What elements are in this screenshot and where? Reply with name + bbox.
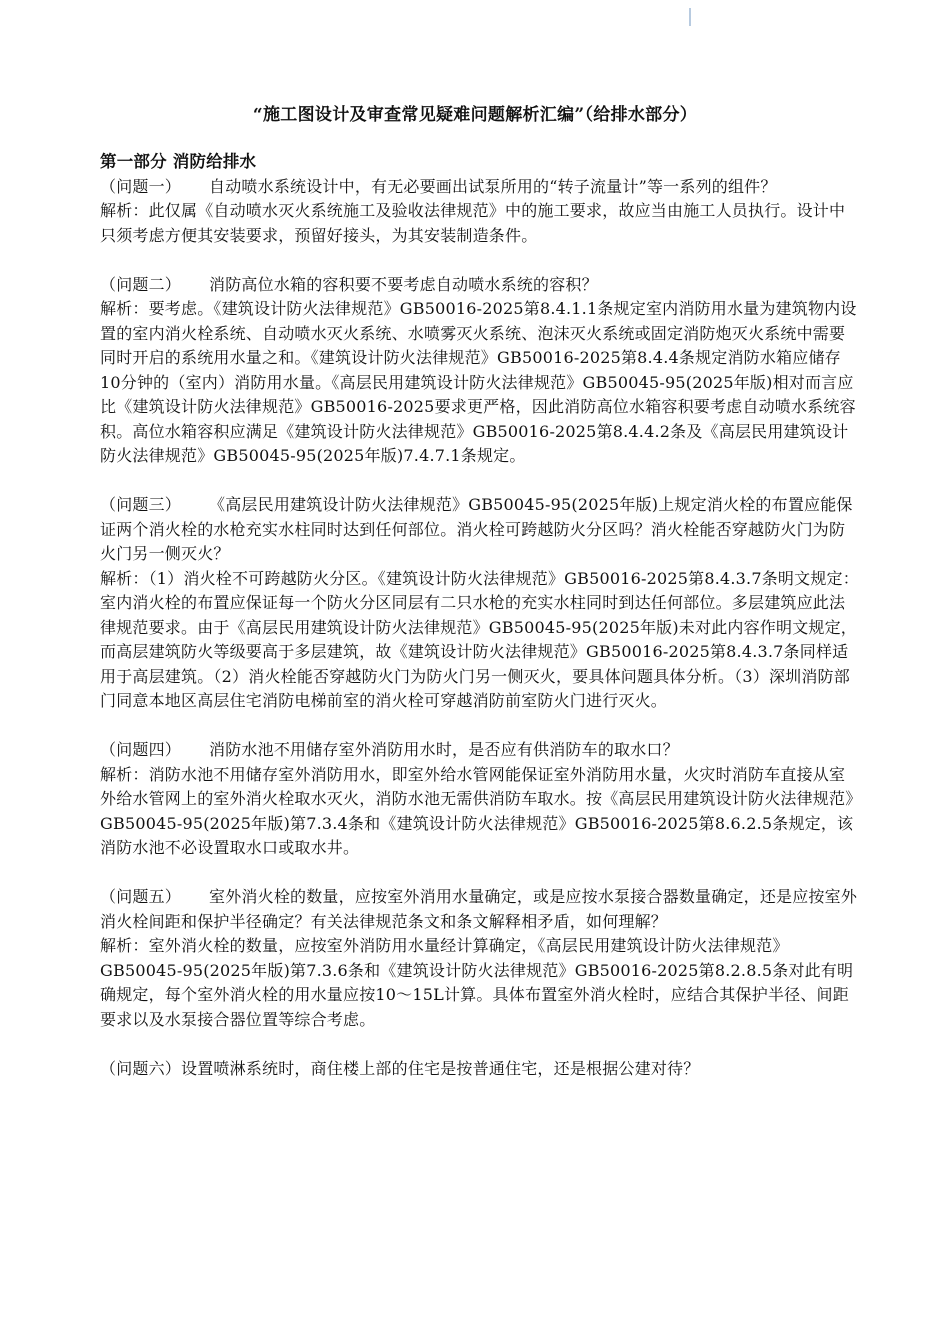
- document-body: [100, 150, 860, 1106]
- question-1: [100, 175, 860, 200]
- question-6: [100, 1057, 860, 1082]
- qa-block-6: [100, 1057, 860, 1082]
- answer-1: 解析：此仅属《自动喷水灭火系统施工及验收法律规范》中的施工要求，故应当由施工人员执行。设计中只须考虑方便其安装要求，预留好接头，为其安装制造条件。: [100, 201, 846, 245]
- question-text: 消防水池不用储存室外消防用水时，是否应有供消防车的取水口？: [209, 740, 679, 759]
- question-text: 室外消火栓的数量，应按室外消用水量确定，或是应按水泵接合器数量确定，还是应按室外消火栓间距和保护半径确定？有关法律规范条文和条文解释相矛盾，如何理解？: [100, 887, 858, 931]
- answer-5: 解析：室外消火栓的数量，应按室外消防用水量经计算确定，《高层民用建筑设计防火法律规范》GB50045-95(2025年版)第7.3.6条和《建筑设计防火法律规范》GB50016-2025第8.2.8.5条对此有明确规定，每个室外消火栓的用水量应按10～15L计算。具体布置室外消火栓时，应结合其保护半径、间距要求以及水泵接合器位置等综合考虑。: [100, 936, 854, 1029]
- question-label: （问题一）: [100, 176, 182, 196]
- question-text: 消防高位水箱的容积要不要考虑自动喷水系统的容积？: [209, 274, 598, 294]
- qa-block-3: [100, 493, 860, 714]
- question-text: 《高层民用建筑设计防火法律规范》GB50045-95(2025年版)上规定消火栓的布置应能保证两个消火栓的水枪充实水柱同时达到任何部位。消火栓可跨越防火分区吗？消火栓能否穿越防火门为防火门另一侧灭火？: [100, 495, 853, 563]
- question-3: [100, 493, 860, 567]
- question-text: 设置喷淋系统时，商住楼上部的住宅是按普通住宅，还是根据公建对待？: [181, 1058, 700, 1078]
- header-decoration-line: [689, 8, 691, 26]
- document-title: “施工图设计及审查常见疑难问题解析汇编”（给排水部分）: [252, 105, 698, 125]
- qa-block-2: [100, 273, 860, 469]
- question-label: （问题二）: [100, 274, 182, 294]
- answer-2: 解析：要考虑。《建筑设计防火法律规范》GB50016-2025第8.4.1.1条规定室内消防用水量为建筑物内设置的室内消火栓系统、自动喷水灭火系统、水喷雾灭火系统、泡沫灭火系统或固定消防炮灭火系统中需要同时开启的系统用水量之和。《建筑设计防火法律规范》GB50016-2025第8.4.4条规定消防水箱应储存10分钟的（室内）消防用水量。《高层民用建筑设计防火法律规范》GB50045-95(2025年版)相对而言应比《建筑设计防火法律规范》GB50016-2025要求更严格，因此消防高位水箱容积要考虑自动喷水系统容积。高位水箱容积应满足《建筑设计防火法律规范》GB50016-2025第8.4.4.2条及《高层民用建筑设计防火法律规范》GB50045-95(2025年版)7.4.7.1条规定。: [100, 299, 857, 465]
- question-label: （问题六）: [100, 1058, 182, 1078]
- question-label: （问题五）: [100, 887, 182, 906]
- qa-block-4: [100, 738, 860, 861]
- qa-block-5: [100, 885, 860, 1032]
- question-2: [100, 273, 860, 298]
- section-heading: 第一部分 消防给排水: [100, 152, 257, 171]
- question-text: 自动喷水系统设计中，有无必要画出试泵所用的“转子流量计”等一系列的组件？: [209, 176, 777, 196]
- qa-block-1: [100, 175, 860, 249]
- question-4: [100, 738, 860, 763]
- answer-4: 解析：消防水池不用储存室外消防用水，即室外给水管网能保证室外消防用水量，火灾时消防车直接从室外给水管网上的室外消火栓取水灭火，消防水池无需供消防车取水。按《高层民用建筑设计防火法律规范》GB50045-95(2025年版)第7.3.4条和《建筑设计防火法律规范》GB50016-2025第8.6.2.5条规定，该消防水池不必设置取水口或取水井。: [100, 764, 854, 857]
- question-label: （问题三）: [100, 495, 182, 514]
- answer-3: 解析：（1）消火栓不可跨越防火分区。《建筑设计防火法律规范》GB50016-2025第8.4.3.7条明文规定：室内消火栓的布置应保证每一个防火分区同层有二只水枪的充实水柱同时到达任何部位。多层建筑应此法律规范要求。由于《高层民用建筑设计防火法律规范》GB50045-95(2025年版)未对此内容作明文规定，而高层建筑防火等级要高于多层建筑，故《建筑设计防火法律规范》GB50016-2025第8.4.3.7条同样适用于高层建筑。（2）消火栓能否穿越防火门为防火门另一侧灭火，要具体问题具体分析。（3）深圳消防部门同意本地区高层住宅消防电梯前室的消火栓可穿越消防前室防火门进行灭火。: [100, 568, 859, 710]
- question-5: [100, 885, 860, 934]
- question-label: （问题四）: [100, 740, 182, 759]
